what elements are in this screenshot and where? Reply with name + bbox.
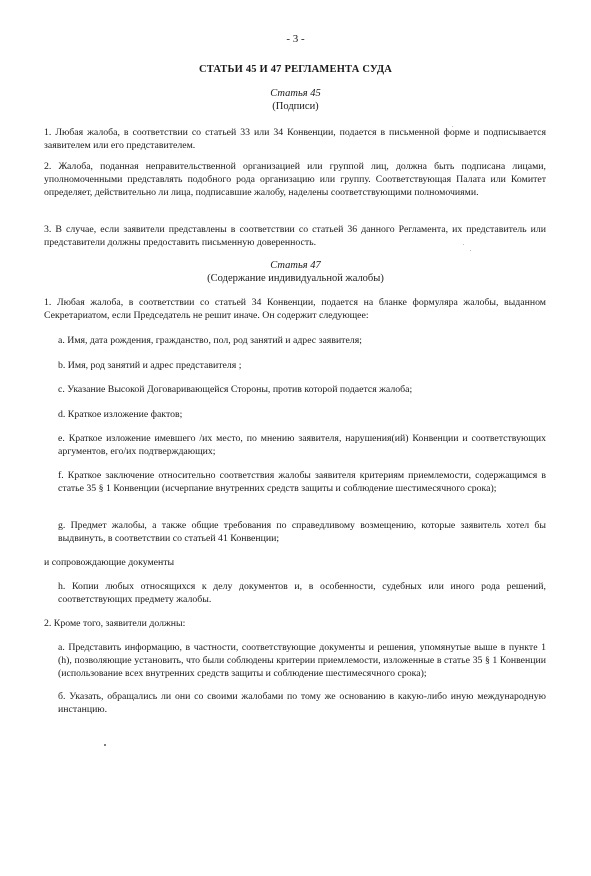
list-item-d: d. Краткое изложение фактов;	[58, 409, 183, 420]
article-47-paragraph-1: 1. Любая жалоба, в соответствии со статьей 34 Конвенции, подается на бланке формуляра жалобы, выданном Секретариатом, если Председатель не решит иначе. Он содержит следующее:	[44, 297, 546, 321]
list-item-g: g. Предмет жалобы, а также общие требования по справедливому возмещению, которые заявитель хотел бы выдвинуть, в соответствии со статьей 41 Конвенции;	[58, 520, 546, 544]
list-item-c: c. Указание Высокой Договаривающейся Стороны, против которой подается жалоба;	[58, 384, 413, 395]
list-item-a: a. Имя, дата рождения, гражданство, пол, род занятий и адрес заявителя;	[58, 335, 362, 346]
article-45-header	[0, 87, 591, 113]
scan-speck	[470, 250, 471, 251]
article-45-paragraph-3: 3. В случае, если заявители представлены в соответствии со статьей 36 данного Регламента, их представитель или представители должны предоставить письменную доверенность.	[44, 224, 546, 248]
paragraph-2-item-a: a. Представить информацию, в частности, соответствующие документы и решения, упомянутые выше в пункте 1 (h), позволяющие установить, что были соблюдены критерии приемлемости, изложенные в статье 35 § 1 Конвенции (использование всех внутренних средств защиты и соблюдение шестимесячного срока);	[58, 642, 546, 679]
scan-speck	[104, 744, 106, 746]
article-47-heading: Статья 47	[270, 260, 321, 271]
document-title: СТАТЬИ 45 И 47 РЕГЛАМЕНТА СУДА	[198, 64, 393, 75]
list-item-h: h. Копии любых относящихся к делу документов и, в особенности, судебных или иного рода решений, соответствующих предмету жалобы.	[58, 581, 546, 605]
article-47-header	[0, 259, 591, 285]
article-45-paragraph-2: 2. Жалоба, поданная неправительственной организацией или группой лиц, должна быть подписана лицами, уполномоченными представлять подобного рода организацию или группу. Соответствующая Палата или Комитет определяет, действительно ли лица, подписавшие жалобу, наделены соответствующими полномочиями.	[44, 161, 546, 198]
article-45-paragraph-1: 1. Любая жалоба, в соответствии со статьей 33 или 34 Конвенции, подается в письменной форме и подписывается заявителем или его представителем.	[44, 127, 546, 151]
scan-speck	[452, 126, 453, 127]
paragraph-2-item-b: б. Указать, обращались ли они со своими жалобами по тому же основанию в какую-либо иную международную инстанцию.	[58, 691, 546, 715]
article-47-subheading: (Содержание индивидуальной жалобы)	[207, 273, 384, 284]
article-45-subheading: (Подписи)	[272, 101, 319, 112]
list-item-b: b. Имя, род занятий и адрес представителя ;	[58, 360, 242, 371]
list-item-f: f. Краткое заключение относительно соответствия жалобы заявителя критериям приемлемости, содержащимся в статье 35 § 1 Конвенции (исчерпание внутренних средств защиты и соблюдение шестимесячного срока);	[58, 470, 546, 494]
list-item-e: e. Краткое изложение имевшего /их место, по мнению заявителя, нарушения(ий) Конвенции и соответствующих аргументов, его/их подтверждающих;	[58, 433, 546, 457]
accompanying-documents-label: и сопровождающие документы	[44, 557, 175, 568]
scan-speck	[463, 244, 464, 245]
article-45-heading: Статья 45	[270, 88, 321, 99]
article-47-paragraph-2: 2. Кроме того, заявители должны:	[44, 618, 186, 629]
page-number: - 3 -	[286, 33, 305, 45]
